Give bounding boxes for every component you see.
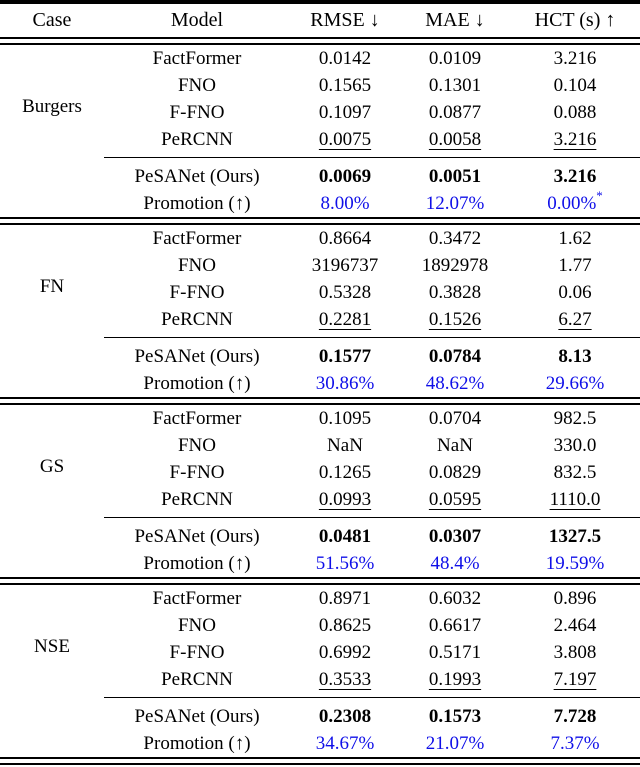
model-name: FNO <box>177 614 216 636</box>
mae-value: 0.0829 <box>428 461 482 483</box>
rmse-value: 0.2281 <box>318 308 372 330</box>
model-name: FNO <box>177 434 216 456</box>
mae-value: 0.1573 <box>428 705 482 727</box>
header-hct: HCT (s) ↑ <box>534 9 616 31</box>
hct-promotion: 7.37% <box>550 732 600 754</box>
case-group-burgers <box>0 45 640 225</box>
mae-value: 1892978 <box>421 254 489 276</box>
case-group-fn <box>0 225 640 405</box>
partial-rule-line <box>104 157 640 158</box>
rmse-value: 0.0142 <box>318 47 372 69</box>
hct-value: 0.088 <box>553 101 597 123</box>
mae-value: 0.3472 <box>428 227 482 249</box>
partial-rule <box>0 513 640 523</box>
model-name: FNO <box>177 254 216 276</box>
model-name: PeRCNN <box>161 668 233 690</box>
mae-value: NaN <box>437 434 473 456</box>
mae-value: 0.5171 <box>428 641 482 663</box>
header-separator-rule <box>0 37 640 45</box>
header-rmse: RMSE ↓ <box>310 9 380 31</box>
model-name: FactFormer <box>152 587 242 609</box>
rmse-value: 3196737 <box>311 254 379 276</box>
model-name: F-FNO <box>169 281 225 303</box>
ours-row <box>0 703 640 730</box>
hct-promotion: 0.00%* <box>547 188 603 214</box>
case-group-nse <box>0 585 640 765</box>
ours-row <box>0 163 640 190</box>
model-name: FactFormer <box>152 47 242 69</box>
promotion-label: Promotion (↑) <box>143 732 251 754</box>
rmse-value: 0.1265 <box>318 461 372 483</box>
promotion-label: Promotion (↑) <box>143 192 251 214</box>
hct-value: 832.5 <box>553 461 597 483</box>
hct-value: 330.0 <box>553 434 597 456</box>
rmse-value: 0.0075 <box>318 128 372 150</box>
case-label: Burgers <box>22 96 82 117</box>
model-name: PeSANet (Ours) <box>134 705 260 727</box>
rmse-value: 0.3533 <box>318 668 372 690</box>
model-name: PeSANet (Ours) <box>134 525 260 547</box>
rmse-promotion: 30.86% <box>315 372 375 394</box>
rmse-value: 0.1577 <box>318 345 372 367</box>
promotion-row <box>0 370 640 397</box>
partial-rule-line <box>104 697 640 698</box>
model-name: PeRCNN <box>161 308 233 330</box>
header-case: Case <box>32 9 72 31</box>
mae-value: 0.1526 <box>428 308 482 330</box>
case-label: NSE <box>34 636 70 657</box>
hct-value: 7.728 <box>553 705 597 727</box>
header-mae: MAE ↓ <box>425 9 485 31</box>
mae-value: 0.1993 <box>428 668 482 690</box>
model-name: FactFormer <box>152 227 242 249</box>
group-separator-rule <box>0 397 640 405</box>
model-name: PeSANet (Ours) <box>134 165 260 187</box>
promotion-row <box>0 190 640 217</box>
rmse-promotion: 34.67% <box>315 732 375 754</box>
table-header-row <box>0 4 640 37</box>
hct-value: 1.77 <box>558 254 592 276</box>
mae-value: 0.0784 <box>428 345 482 367</box>
case-label: GS <box>39 456 65 477</box>
promotion-label: Promotion (↑) <box>143 372 251 394</box>
rmse-value: 0.5328 <box>318 281 372 303</box>
model-name: PeRCNN <box>161 128 233 150</box>
mae-value: 0.0051 <box>428 165 482 187</box>
mae-value: 0.6617 <box>428 614 482 636</box>
hct-value: 1110.0 <box>549 488 601 510</box>
hct-value: 3.808 <box>553 641 597 663</box>
ours-row <box>0 523 640 550</box>
mae-value: 0.0877 <box>428 101 482 123</box>
hct-value: 6.27 <box>558 308 592 330</box>
rmse-value: 0.1565 <box>318 74 372 96</box>
mae-value: 0.0704 <box>428 407 482 429</box>
ours-row <box>0 343 640 370</box>
rmse-value: 0.0069 <box>318 165 372 187</box>
rmse-value: 0.0481 <box>318 525 372 547</box>
model-name: PeSANet (Ours) <box>134 345 260 367</box>
header-model: Model <box>170 9 224 31</box>
rmse-value: 0.6992 <box>318 641 372 663</box>
group-separator-rule <box>0 217 640 225</box>
asterisk-note: * <box>596 188 603 204</box>
model-name: F-FNO <box>169 641 225 663</box>
partial-rule-line <box>104 337 640 338</box>
mae-value: 0.1301 <box>428 74 482 96</box>
rmse-value: 0.0993 <box>318 488 372 510</box>
hct-value: 1.62 <box>558 227 592 249</box>
hct-value: 7.197 <box>553 668 597 690</box>
rmse-promotion: 51.56% <box>315 552 375 574</box>
rmse-value: 0.1097 <box>318 101 372 123</box>
hct-value: 3.216 <box>553 165 597 187</box>
mae-promotion: 21.07% <box>425 732 485 754</box>
partial-rule-line <box>104 517 640 518</box>
model-name: FNO <box>177 74 216 96</box>
promotion-row <box>0 550 640 577</box>
partial-rule <box>0 153 640 163</box>
mae-value: 0.0307 <box>428 525 482 547</box>
partial-rule <box>0 333 640 343</box>
mae-promotion: 48.4% <box>430 552 480 574</box>
partial-rule <box>0 693 640 703</box>
mae-value: 0.6032 <box>428 587 482 609</box>
model-name: FactFormer <box>152 407 242 429</box>
promotion-label: Promotion (↑) <box>143 552 251 574</box>
mae-value: 0.3828 <box>428 281 482 303</box>
mae-value: 0.0595 <box>428 488 482 510</box>
mae-value: 0.0058 <box>428 128 482 150</box>
rmse-value: 0.1095 <box>318 407 372 429</box>
hct-value: 0.104 <box>553 74 597 96</box>
mae-promotion: 12.07% <box>425 192 485 214</box>
model-name: F-FNO <box>169 101 225 123</box>
hct-promotion: 29.66% <box>545 372 605 394</box>
rmse-value: 0.8625 <box>318 614 372 636</box>
hct-value: 3.216 <box>553 128 597 150</box>
case-group-gs <box>0 405 640 585</box>
hct-promotion: 19.59% <box>545 552 605 574</box>
rmse-promotion: 8.00% <box>320 192 370 214</box>
model-name: PeRCNN <box>161 488 233 510</box>
rmse-value: 0.2308 <box>318 705 372 727</box>
group-separator-rule <box>0 577 640 585</box>
hct-value: 1327.5 <box>548 525 602 547</box>
promotion-row <box>0 730 640 757</box>
rmse-value: 0.8664 <box>318 227 372 249</box>
mae-promotion: 48.62% <box>425 372 485 394</box>
hct-value: 8.13 <box>558 345 592 367</box>
case-label: FN <box>39 276 65 297</box>
hct-value: 2.464 <box>553 614 597 636</box>
bottom-rule <box>0 757 640 765</box>
hct-value: 3.216 <box>553 47 597 69</box>
model-name: F-FNO <box>169 461 225 483</box>
mae-value: 0.0109 <box>428 47 482 69</box>
hct-value: 0.06 <box>558 281 592 303</box>
hct-value: 982.5 <box>553 407 597 429</box>
rmse-value: 0.8971 <box>318 587 372 609</box>
hct-value: 0.896 <box>553 587 597 609</box>
rmse-value: NaN <box>327 434 363 456</box>
